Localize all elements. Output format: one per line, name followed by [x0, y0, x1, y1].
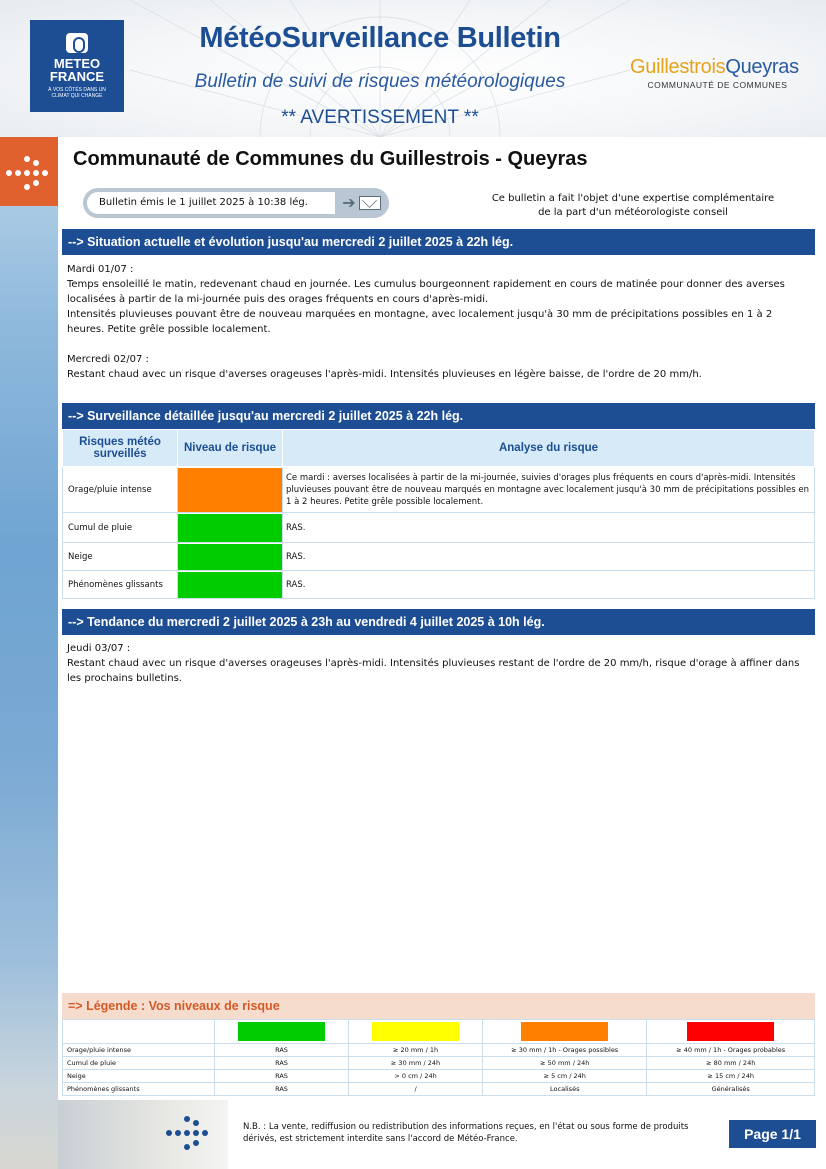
table-row: Phénomènes glissants RAS / Localisés Généralisés	[63, 1083, 815, 1096]
col-analysis-header: Analyse du risque	[283, 430, 815, 467]
legend-swatch-yellow	[372, 1022, 459, 1041]
legend-table	[62, 1019, 815, 1096]
tendance-text: Jeudi 03/07 : Restant chaud avec un risque d'averses orageuses l'après-midi. Intensités pluvieuses restant de l'ordre de 20 mm/h, risque d'orage à affiner dans les prochains bulletins.	[67, 643, 800, 684]
table-row: Phénomènes glissants RAS.	[63, 571, 815, 599]
risk-level-swatch	[178, 514, 282, 542]
table-row: Neige RAS > 0 cm / 24h ≥ 5 cm / 24h ≥ 15 cm / 24h	[63, 1070, 815, 1083]
page-title: MétéoSurveillance Bulletin	[199, 22, 561, 54]
legend-swatch-orange	[521, 1022, 608, 1041]
guillestrois-queyras-logo	[630, 56, 815, 96]
legend-swatch-green	[238, 1022, 325, 1041]
table-row: Neige RAS.	[63, 543, 815, 571]
arrow-dots-icon	[6, 156, 50, 190]
bulletin-issued-date: Bulletin émis le 1 juillet 2025 à 10:38 lég.	[87, 192, 335, 214]
table-row: Cumul de pluie RAS ≥ 30 mm / 24h ≥ 50 mm / 24h ≥ 80 mm / 24h	[63, 1057, 815, 1070]
warning-label: ** AVERTISSEMENT **	[281, 107, 479, 128]
footer-legal-note: N.B. : La vente, rediffusion ou redistribution des informations reçues, en l'état ou sous forme de produits dérivés, est strictement interdite sans l'accord de Météo-France.	[243, 1122, 689, 1144]
risk-level-swatch	[178, 468, 282, 512]
meteo-france-logo	[30, 20, 124, 112]
partner-name: GuillestroisQueyras	[630, 56, 799, 78]
partner-subtitle: COMMUNAUTÉ DE COMMUNES	[647, 80, 788, 90]
surveillance-heading: --> Surveillance détaillée jusqu'au mercredi 2 juillet 2025 à 22h lég.	[62, 403, 815, 429]
table-row: Cumul de pluie RAS.	[63, 513, 815, 543]
footer-arrow-dots-icon	[166, 1116, 214, 1152]
risk-level-swatch	[178, 572, 282, 598]
forward-arrow-icon[interactable]: ➔	[342, 193, 356, 212]
col-risks-header: Risques météo surveillés	[63, 430, 178, 467]
mail-icon[interactable]	[359, 196, 381, 210]
legend-swatch-red	[687, 1022, 774, 1041]
tendance-heading: --> Tendance du mercredi 2 juillet 2025 à 23h au vendredi 4 juillet 2025 à 10h lég.	[62, 609, 815, 635]
meteo-france-emblem-icon	[66, 33, 88, 53]
situation-text: Mardi 01/07 : Temps ensoleillé le matin, redevenant chaud en journée. Les cumulus bourgeonnent rapidement en cours de matinée pour donner des averses localisées à partir de la mi-journée puis des orages fréquents en cours d'après-midi. Intensités pluvieuses pouvant être de nouveau marquées en montagne, avec localement jusqu'à 30 mm de précipitations possibles en 1 à 2 heures. Petite grêle possible localement. Mercredi 02/07 : Restant chaud avec un risque d'averses orageuses l'après-midi. Intensités pluvieuses en légère baisse, de l'ordre de 20 mm/h.	[67, 264, 785, 380]
situation-heading: --> Situation actuelle et évolution jusqu'au mercredi 2 juillet 2025 à 22h lég.	[62, 229, 815, 255]
legend-heading: => Légende : Vos niveaux de risque	[62, 993, 815, 1019]
bulletin-issued-box	[83, 188, 389, 218]
logo-text: METEO FRANCE	[49, 56, 105, 84]
page-subtitle: Bulletin de suivi de risques météorologiques	[194, 71, 566, 92]
risk-level-swatch	[178, 544, 282, 570]
table-row: Orage/pluie intense Ce mardi : averses localisées à partir de la mi-journée, suivies d'orages plus fréquents en cours d'après-midi. Intensités pluvieuses pouvant être de nouveau marqués en montagne avec localement jusqu'à 30 mm de précipitations possibles en 1 à 2 heures. Petite grêle possible localement.	[63, 467, 815, 513]
area-title: Communauté de Communes du Guillestrois - Queyras	[73, 148, 588, 170]
expertise-note: Ce bulletin a fait l'objet d'une expertise complémentaire de la part d'un météorologiste conseil	[491, 193, 775, 218]
risk-table	[62, 429, 815, 599]
page-indicator: Page 1/1	[729, 1120, 816, 1148]
table-row: Orage/pluie intense RAS ≥ 20 mm / 1h ≥ 30 mm / 1h - Orages possibles ≥ 40 mm / 1h - Orages probables	[63, 1044, 815, 1057]
orange-side-tab	[0, 137, 58, 206]
col-level-header: Niveau de risque	[178, 430, 283, 467]
logo-tagline: À VOS CÔTÉS DANS UN CLIMAT QUI CHANGE	[48, 87, 106, 99]
sky-sidebar	[0, 137, 58, 1169]
